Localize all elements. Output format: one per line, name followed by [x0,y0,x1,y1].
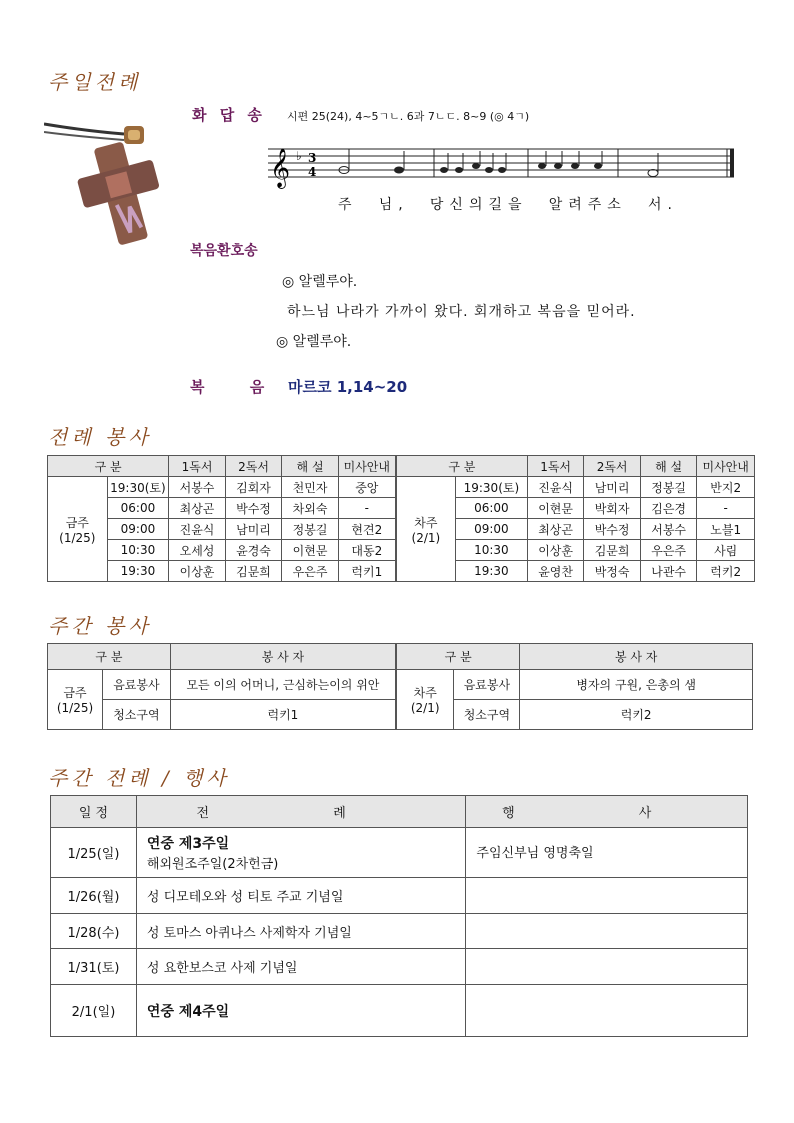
header-cell: 해 설 [282,456,339,477]
table-cell: 19:30(토) [455,477,527,498]
psalm-lyrics [338,194,678,214]
table-row [48,670,753,700]
table-cell: 정봉길 [640,477,697,498]
table-row [51,949,748,985]
table-cell: 서봉수 [169,477,226,498]
table-cell: 박수정 [584,519,641,540]
table-cell: 윤경숙 [225,540,282,561]
table-cell: 럭키1 [170,700,396,730]
table-cell: 사림 [697,540,755,561]
header-cell: 해 설 [640,456,697,477]
table-cell: 09:00 [107,519,169,540]
lyric: 님, [378,197,409,213]
acclamation-line-3: ◎ 알렐루야. [276,334,352,350]
lyric: 주 [338,197,358,213]
table-cell [466,878,748,914]
table-cell: 연중 제3주일 해외원조주일(2차헌금) [136,828,465,878]
table-cell: 진윤식 [169,519,226,540]
table-cell: 1/28(수) [51,914,137,949]
header-cell: 구 분 [396,644,520,670]
table-cell: 윤영찬 [527,561,584,582]
table-cell [466,949,748,985]
header-cell: 봉 사 자 [520,644,753,670]
table-cell: 성 디모테오와 성 티토 주교 기념일 [136,878,465,914]
svg-text:♭: ♭ [296,149,302,163]
psalm-reference: 시편 25(24), 4~5ㄱㄴ. 6과 7ㄴㄷ. 8~9 (◎ 4ㄱ) [287,110,530,123]
table-cell: 성 토마스 아퀴나스 사제학자 기념일 [136,914,465,949]
table-cell: 럭키1 [338,561,396,582]
table-cell: 이현문 [527,498,584,519]
table-cell: 오세성 [169,540,226,561]
week-cell: 차주 (2/1) [396,670,454,730]
header-cell: 구 분 [396,456,528,477]
header-cell: 미사안내 [338,456,396,477]
section-title-weekly-events: 주간 전례 / 행사 [48,766,230,790]
table-cell: 럭키2 [520,700,753,730]
svg-text:4: 4 [308,165,317,179]
table-cell: 이상훈 [527,540,584,561]
table-cell: 19:30 [455,561,527,582]
table-cell: 19:30 [107,561,169,582]
table-cell: 김문희 [225,561,282,582]
table-cell: - [338,498,396,519]
header-cell: 일 정 [51,796,137,828]
table-cell: 1/26(월) [51,878,137,914]
week-cell: 금주 (1/25) [48,670,103,730]
table-cell: 김회자 [225,477,282,498]
table-row [51,914,748,949]
header-cell: 봉 사 자 [170,644,396,670]
table-row [51,878,748,914]
music-staff [268,145,738,195]
table-cell: 10:30 [107,540,169,561]
table-cell: 현견2 [338,519,396,540]
table-cell: 음료봉사 [454,670,520,700]
table-cell: 이현문 [282,540,339,561]
table-cell [466,914,748,949]
table-cell: 청소구역 [454,700,520,730]
table-row [48,477,755,498]
lyric: 서. [648,197,678,213]
header-cell: 전 례 [136,796,465,828]
table-cell: 1/25(일) [51,828,137,878]
table-cell: 박수정 [225,498,282,519]
table-cell: 진윤식 [527,477,584,498]
table-cell: 대동2 [338,540,396,561]
table-row [51,828,748,878]
psalm-label: 화 답 송 [192,106,266,124]
gospel-acclamation-label: 복음환호송 [190,243,258,259]
table-cell [466,985,748,1037]
week-cell: 차주 (2/1) [396,477,456,582]
table-cell: 모든 이의 어머니, 근심하는이의 위안 [170,670,396,700]
lyric: 당신의길을 [429,197,528,213]
acclamation-line-2: 하느님 나라가 가까이 왔다. 회개하고 복음을 믿어라. [287,304,636,320]
gospel-reference: 마르코 1,14~20 [288,378,408,396]
table-cell: 성 요한보스코 사제 기념일 [136,949,465,985]
table-cell: 06:00 [455,498,527,519]
table-cell: 최상곤 [169,498,226,519]
table-cell: 김은경 [640,498,697,519]
table-cell: 박정숙 [584,561,641,582]
table-cell: 노블1 [697,519,755,540]
table-cell: 10:30 [455,540,527,561]
table-cell: 최상곤 [527,519,584,540]
table-header-row [51,796,748,828]
table-cell: 청소구역 [102,700,170,730]
table-cell: 주임신부님 영명축일 [466,828,748,878]
table-cell: 우은주 [640,540,697,561]
acclamation-line-1: ◎ 알렐루야. [282,274,358,290]
table-cell: 정봉길 [282,519,339,540]
table-cell: - [697,498,755,519]
table-cell: 우은주 [282,561,339,582]
header-cell: 행 사 [466,796,748,828]
weekly-events-table [50,795,748,1037]
table-cell: 김문희 [584,540,641,561]
header-cell: 2독서 [584,456,641,477]
table-cell: 음료봉사 [102,670,170,700]
header-cell: 1독서 [527,456,584,477]
gospel-label: 복 음 [190,378,265,396]
header-cell: 2독서 [225,456,282,477]
table-cell: 06:00 [107,498,169,519]
lyric: 알려주소 [548,197,627,213]
table-cell: 차외숙 [282,498,339,519]
header-cell: 구 분 [48,456,169,477]
svg-text:3: 3 [308,151,317,165]
cross-pendant-image [44,104,172,250]
week-cell: 금주 (1/25) [48,477,108,582]
header-cell: 미사안내 [697,456,755,477]
header-cell: 구 분 [48,644,171,670]
table-cell: 09:00 [455,519,527,540]
table-cell: 남미리 [584,477,641,498]
table-row [51,985,748,1037]
table-cell: 2/1(일) [51,985,137,1037]
table-cell: 1/31(토) [51,949,137,985]
table-cell: 중앙 [338,477,396,498]
table-cell: 19:30(토) [107,477,169,498]
table-cell: 이상훈 [169,561,226,582]
table-header-row [48,456,755,477]
section-title-liturgy-service: 전례 봉사 [48,425,152,449]
table-cell: 나관수 [640,561,697,582]
table-cell: 연중 제4주일 [136,985,465,1037]
table-cell: 남미리 [225,519,282,540]
table-header-row [48,644,753,670]
header-cell: 1독서 [169,456,226,477]
weekly-service-table [47,643,753,730]
table-cell: 병자의 구원, 은총의 샘 [520,670,753,700]
section-title-sunday-liturgy: 주일전례 [48,70,142,94]
table-cell: 박회자 [584,498,641,519]
treble-clef-icon: 𝄞 [270,148,291,188]
section-title-weekly-service: 주간 봉사 [48,614,152,638]
table-cell: 반지2 [697,477,755,498]
table-cell: 럭키2 [697,561,755,582]
table-cell: 천민자 [282,477,339,498]
table-cell: 서봉수 [640,519,697,540]
liturgy-service-table [47,455,755,582]
